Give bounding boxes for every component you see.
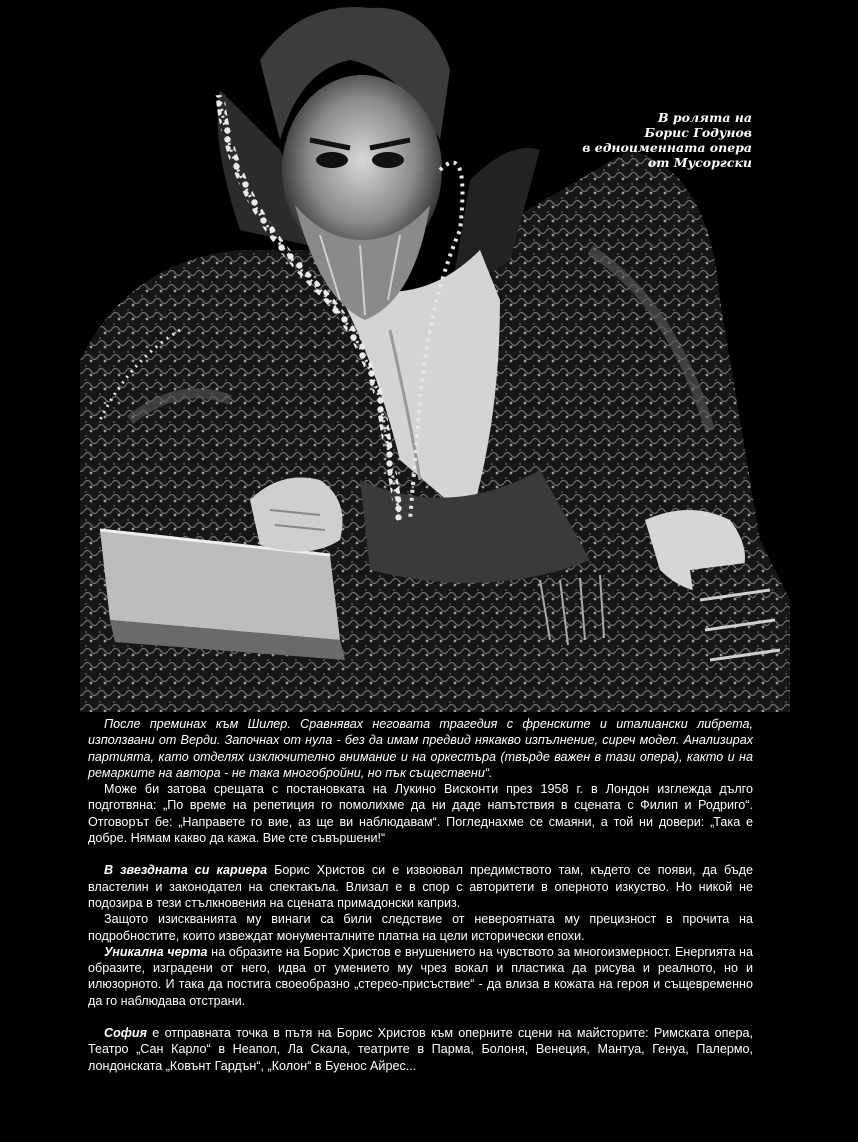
caption-line: от Мусоргски [647,155,752,170]
paragraph-visconti [88,781,753,846]
caption-line: Борис Годунов [644,125,752,140]
paragraph-text: е отправната точка в пътя на Борис Христов към оперните сцени на майсторите: Римската опера, Театро „Сан Карло“ в Неапол, Ла Скала, театрите в Парма, Болоня, Венеция, Мантуа, Генуа, Палермо, лондонската „Ковънт Гардън“, „Колон“ в Буенос Айрес... [88,1026,753,1073]
paragraph-career [88,862,753,911]
paragraph-precision: Защото изискванията му винаги са били следствие от невероятната му прецизност в прочита на подробностите, които извеждат монументалните платна на цели исторически епохи. [88,912,753,943]
paragraph-text: на образите на Борис Христов е внушението на чувството за многоизмерност. Енергията на образите, изградени от него, идва от умението му чрез вокал и пластика да рисува и реалното, но и илюзорното. И така да постига своеобразно „стерео-присъствие“ - да влиза в кожата на героя и същевременно да го наблюдава отстрани. [88,944,753,1008]
paragraph-text: Борис Христов си е извоювал предимството там, където се появи, да бъде властелин и законодател на спектакъла. Влизал е в спор с авторитети в оперното изкуство. Но никой не подозира в тези стълкновения на сцената примадонски каприз. [88,863,753,910]
caption-line: в едноименната опера [582,140,752,155]
lead-phrase: София [104,1026,148,1041]
article-body [88,716,753,1074]
caption-line: В ролята на [658,110,752,125]
paragraph-text: Може би затова срещата с постановката на Лукино Висконти през 1958 г. в Лондон изглежда дълго подготвяна: „По време на репетиция го помолихме да ни даде напътствия в сцената с Филип и Родриго“. Отговорът бе: „Направете го вие, аз ще ви наблюдавам“. Погледнахме се смаяни, а той ни довери: „Така е добре. Нямам какво да кажа. Вие сте съвършени!“ [88,782,753,846]
paragraph-unique [88,944,753,1009]
lead-phrase: В звездната си кариера [104,863,268,878]
paragraph-sofia [88,1025,753,1074]
portrait-photo [70,0,790,712]
lead-phrase: Уникална черта [104,944,208,959]
paragraph-quote: После преминах към Шилер. Сравнявах неговата трагедия с френските и италиански либрета, използвани от Верди. Започнах от нула - без да имам предвид някакво изпълнение, сиреч модел. Анализирах партията, като отделях изключително внимание и на оркестъра (твърде важен в тази опера), както и на ремарките на автора - не така многобройни, но пък съществени“. [88,717,753,780]
photo-caption [560,110,752,170]
